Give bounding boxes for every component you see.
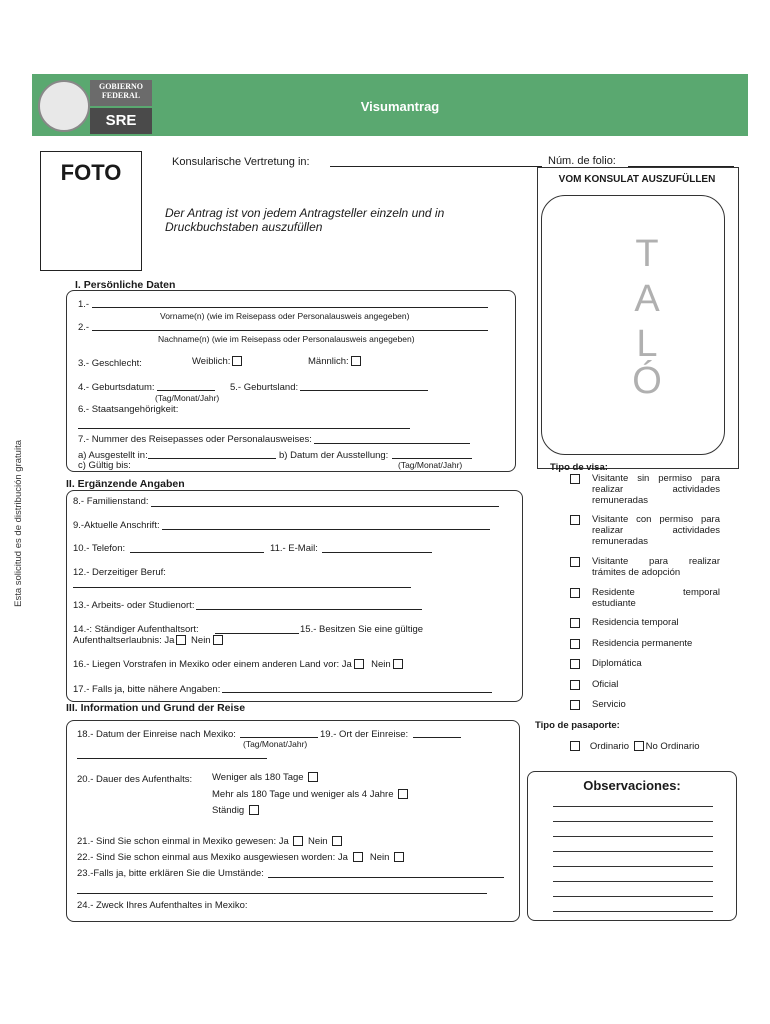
visa-option-label: Oficial: [592, 679, 619, 690]
field-23-label: 23.-Falls ja, bitte erklären Sie die Umstände:: [77, 868, 264, 879]
visa-option-label: Residente temporal estudiante: [592, 587, 720, 609]
section-3-title: III. Information und Grund der Reise: [66, 702, 246, 714]
male-label: Männlich:: [308, 356, 349, 367]
field-16-label: 16.- Liegen Vorstrafen in Mexiko oder einem anderen Land vor: Ja: [73, 659, 352, 670]
deported-no-checkbox[interactable]: [394, 852, 404, 862]
observations-line[interactable]: [553, 866, 713, 867]
last-name-field[interactable]: [92, 330, 488, 331]
visa-option: [570, 514, 720, 547]
field-22-label: 22.- Sind Sie schon einmal aus Mexiko ausgewiesen worden: Ja: [77, 852, 348, 863]
field-19-label: 19.- Ort der Einreise:: [320, 729, 409, 740]
field-7a-label: a) Ausgestellt in:: [78, 450, 148, 461]
male-option: [308, 356, 363, 367]
passport-type-title: Tipo de pasaporte:: [535, 720, 620, 731]
female-label: Weiblich:: [192, 356, 231, 367]
consulate-label: Konsularische Vertretung in:: [172, 156, 310, 168]
phone-field[interactable]: [130, 552, 264, 553]
ordinary-label: Ordinario: [589, 741, 629, 752]
field-15-label: 15.- Besitzen Sie eine gültige: [300, 624, 424, 635]
issue-date-field[interactable]: [392, 458, 472, 459]
field-5-label: 5.- Geburtsland:: [230, 382, 299, 393]
visa-option-label: Residencia permanente: [592, 638, 693, 649]
nationality-field[interactable]: [78, 428, 410, 429]
visited-before-question: [77, 836, 344, 847]
sre-label: SRE: [90, 108, 152, 134]
observations-line[interactable]: [553, 911, 713, 912]
deported-question: [77, 852, 406, 863]
field-7b-label: b) Datum der Ausstellung:: [279, 450, 389, 461]
field-6-label: 6.- Staatsangehörigkeit:: [78, 404, 179, 415]
criminal-record-question: [73, 659, 405, 670]
birth-country-field[interactable]: [300, 390, 428, 391]
visa-checkbox[interactable]: [570, 680, 580, 690]
field-9-label: 9.-Aktuelle Anschrift:: [73, 520, 160, 531]
field-21-label: 21.- Sind Sie schon einmal in Mexiko gewesen: Ja: [77, 836, 289, 847]
duration-option-short: [212, 772, 320, 783]
observations-box: [527, 771, 737, 921]
field-12-label: 12.- Derzeitiger Beruf:: [73, 567, 166, 578]
photo-label: FOTO: [60, 160, 122, 185]
birthdate-field[interactable]: [157, 390, 215, 391]
observations-line[interactable]: [553, 896, 713, 897]
female-option: [192, 356, 244, 367]
talo-letter: L: [636, 323, 658, 365]
duration-option-permanent: [212, 805, 261, 816]
visa-type-title: Tipo de visa:: [550, 462, 608, 473]
permit-yes-checkbox[interactable]: [176, 635, 186, 645]
male-checkbox[interactable]: [351, 356, 361, 366]
observations-title: Observaciones:: [583, 778, 681, 793]
consulate-field[interactable]: [330, 166, 542, 167]
visa-checkbox[interactable]: [570, 639, 580, 649]
field-2-label: 2.-: [78, 322, 90, 333]
field-4-label: 4.- Geburtsdatum:: [78, 382, 155, 393]
record-details-field[interactable]: [222, 692, 492, 693]
marital-status-field[interactable]: [151, 506, 499, 507]
duration-short-label: Weniger als 180 Tage: [212, 772, 304, 783]
visa-checkbox[interactable]: [570, 557, 580, 567]
talo-letter: T: [635, 233, 659, 275]
visa-option-label: Residencia temporal: [592, 617, 679, 628]
residence-field[interactable]: [215, 633, 299, 634]
page-title: Visumantrag: [360, 99, 440, 114]
visa-checkbox[interactable]: [570, 618, 580, 628]
criminal-yes-checkbox[interactable]: [354, 659, 364, 669]
entry-date-field[interactable]: [240, 737, 318, 738]
talo-letter: A: [634, 278, 660, 320]
permit-no-checkbox[interactable]: [213, 635, 223, 645]
side-note: Esta solicitud es de distribución gratuita: [13, 440, 24, 607]
visa-option-label: Visitante con permiso para realizar actividades remuneradas: [592, 514, 720, 547]
visa-option-label: Visitante sin permiso para realizar actividades remuneradas: [592, 473, 720, 506]
observations-line[interactable]: [553, 881, 713, 882]
observations-line[interactable]: [553, 851, 713, 852]
ordinary-checkbox[interactable]: [570, 741, 580, 751]
passport-options: [568, 741, 700, 752]
visa-checkbox[interactable]: [570, 700, 580, 710]
passport-number-field[interactable]: [314, 443, 470, 444]
criminal-no-checkbox[interactable]: [393, 659, 403, 669]
issued-in-field[interactable]: [148, 458, 276, 459]
field-8-label: 8.- Familienstand:: [73, 496, 149, 507]
field-3-label: 3.- Geschlecht:: [78, 358, 142, 369]
visa-option: [570, 658, 720, 669]
deported-no-label: Nein: [369, 852, 390, 863]
visa-option: [570, 679, 720, 690]
instructions: Der Antrag ist von jedem Antragsteller einzeln und in Druckbuchstaben auszufüllen: [165, 206, 445, 234]
visited-no-label: Nein: [308, 836, 328, 847]
visa-option: [570, 638, 720, 649]
entry-extra-field[interactable]: [77, 758, 267, 759]
field-18-label: 18.- Datum der Einreise nach Mexiko:: [77, 729, 236, 740]
circumstances-extra-field[interactable]: [77, 893, 487, 894]
visa-option-label: Diplomática: [592, 658, 642, 669]
duration-short-checkbox[interactable]: [308, 772, 318, 782]
circumstances-field[interactable]: [268, 877, 504, 878]
duration-medium-checkbox[interactable]: [398, 789, 408, 799]
gov-label: GOBIERNO FEDERAL: [90, 80, 152, 106]
field-24-label: 24.- Zweck Ihres Aufenthaltes in Mexiko:: [77, 900, 248, 911]
duration-medium-label: Mehr als 180 Tage und weniger als 4 Jahre: [212, 789, 394, 800]
visa-option-label: Visitante para realizar trámites de adopción: [592, 556, 720, 578]
field-18-caption: (Tag/Monat/Jahr): [243, 739, 308, 749]
field-10-label: 10.- Telefon:: [73, 543, 126, 554]
section-3-box: [66, 720, 520, 922]
visa-option: [570, 587, 720, 609]
field-17-label: 17.- Falls ja, bitte nähere Angaben:: [73, 684, 221, 695]
address-field[interactable]: [162, 529, 490, 530]
visited-yes-checkbox[interactable]: [293, 836, 303, 846]
national-seal-icon: [38, 80, 90, 132]
observations-line[interactable]: [553, 836, 713, 837]
field-4-caption: (Tag/Monat/Jahr): [155, 393, 220, 403]
email-field[interactable]: [322, 552, 432, 553]
work-place-field[interactable]: [196, 609, 422, 610]
permit-question: [73, 635, 225, 646]
deported-yes-checkbox[interactable]: [353, 852, 363, 862]
duration-option-medium: [212, 789, 410, 800]
field-14-label: 14.-: Ständiger Aufenthaltsort:: [73, 624, 199, 635]
duration-permanent-label: Ständig: [212, 805, 245, 816]
section-2-title: II. Ergänzende Angaben: [66, 478, 185, 490]
field-20-label: 20.- Dauer des Aufenthalts:: [77, 774, 193, 785]
entry-place-field[interactable]: [413, 737, 461, 738]
visa-option: [570, 699, 720, 710]
duration-permanent-checkbox[interactable]: [249, 805, 259, 815]
field-15b-label: Aufenthaltserlaubnis: Ja: [73, 635, 175, 646]
field-7-caption: (Tag/Monat/Jahr): [398, 460, 463, 470]
field-1-caption: Vorname(n) (wie im Reisepass oder Personalausweis angegeben): [160, 311, 410, 321]
visa-checkbox[interactable]: [570, 515, 580, 525]
permit-no-label: Nein: [191, 635, 211, 646]
photo-box: [40, 151, 142, 271]
field-11-label: 11.- E-Mail:: [270, 543, 318, 554]
non-ordinary-checkbox[interactable]: [634, 741, 644, 751]
talo-letter: Ó: [632, 360, 662, 402]
field-7-label: 7.- Nummer des Reisepasses oder Personalausweises:: [78, 434, 312, 445]
field-1-label: 1.-: [78, 299, 90, 310]
first-name-field[interactable]: [92, 307, 488, 308]
occupation-field[interactable]: [73, 587, 411, 588]
visa-checkbox[interactable]: [570, 659, 580, 669]
visa-option: [570, 617, 720, 628]
visa-checkbox[interactable]: [570, 474, 580, 484]
folio-label: Núm. de folio:: [548, 155, 616, 167]
field-7c-label: c) Gültig bis:: [78, 460, 131, 471]
field-2-caption: Nachname(n) (wie im Reisepass oder Personalausweis angegeben): [158, 334, 415, 344]
visa-option-label: Servicio: [592, 699, 626, 710]
visa-option: [570, 473, 720, 506]
section-1-title: I. Persönliche Daten: [75, 279, 176, 291]
criminal-no-label: Nein: [371, 659, 391, 670]
observations-line[interactable]: [553, 806, 713, 807]
visited-no-checkbox[interactable]: [332, 836, 342, 846]
female-checkbox[interactable]: [232, 356, 242, 366]
non-ordinary-label: No Ordinario: [645, 741, 700, 752]
visa-option: [570, 556, 720, 578]
consulate-area-title: VOM KONSULAT AUSZUFÜLLEN: [558, 174, 716, 185]
observations-line[interactable]: [553, 821, 713, 822]
field-13-label: 13.- Arbeits- oder Studienort:: [73, 600, 195, 611]
visa-checkbox[interactable]: [570, 588, 580, 598]
